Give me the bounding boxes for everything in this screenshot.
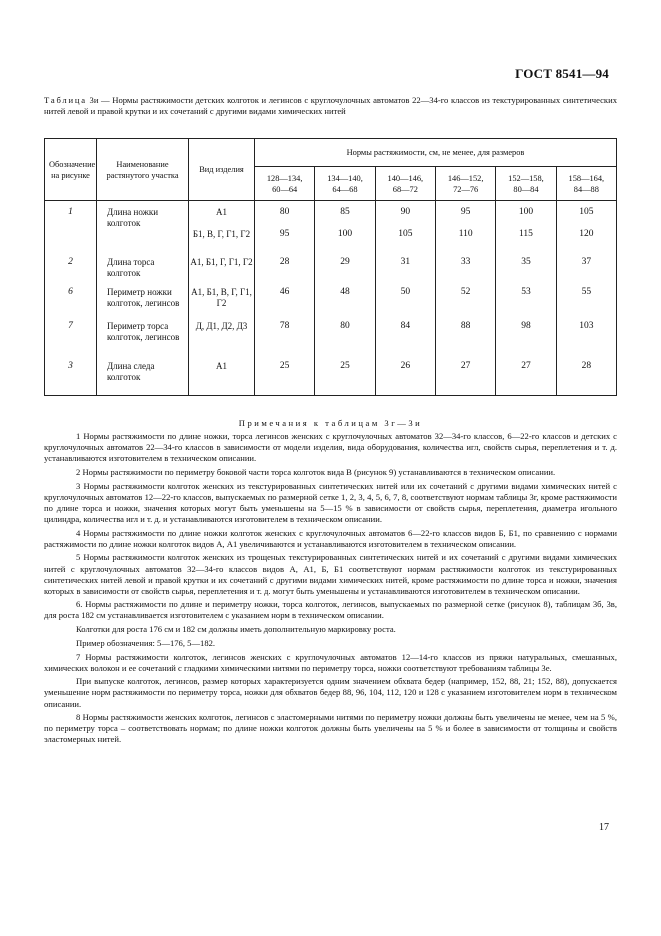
value-cell: 100 bbox=[315, 229, 375, 257]
value-cell: 110 bbox=[435, 229, 495, 257]
note-paragraph: 3 Нормы растяжимости колготок женских из текстурированных синтетических нитей или их сочетаний с другими видами химических нитей с круглочулочных автоматов 12—22-го классов, выпускаемых по размерной сетке 1, 2, 3, 4, 5, 6, 7, 8, соответствуют нормам таблицы 3г, кроме растяжимости по длине торса и ножки, значения которых могут быть уменьшены на 5—15 % в зависимости от свойств сырья, переплетения, диаметра игольного цилиндра, количества игл и т. д. и устанавливаются изготовителем в техническом описании. bbox=[44, 480, 617, 524]
value-cell: 80 bbox=[315, 321, 375, 361]
note-paragraph: 5 Нормы растяжимости колготок женских из трощеных текстурированных синтетических нитей и их сочетаний с другими видами химических нитей с круглочулочных автоматов 32—34-го классов видов А, А1, Б, Б1 соответствуют нормам растяжимости колготок из текстурированных синтетических нитей левой и правой крутки и их сочетаний с другими видами химических нитей, кроме растяжимости по длине торса и ножки, значения которых в зависимости от свойств сырья, переплетения и т. д. могут быть уменьшены и устанавливаются изготовителем в техническом описании. bbox=[44, 552, 617, 596]
value-cell: 88 bbox=[435, 321, 495, 361]
value-cell: 120 bbox=[556, 229, 616, 257]
table-row bbox=[45, 229, 617, 257]
note-paragraph: 1 Нормы растяжимости по длине ножки, торса легинсов женских с круглочулочных автоматов 32—34-го классов, 6—22-го классов и детских с круглочулочных автоматов 22—34-го классов в зависимости от модели изделия, вида оборудования, количества игл, свойств сырья, переплетения и т. д. устанавливаются изготовителем в техническом описании. bbox=[44, 431, 617, 464]
value-cell: 28 bbox=[556, 361, 616, 395]
value-cell: 35 bbox=[496, 257, 556, 287]
col-header-size bbox=[435, 167, 495, 201]
figure-cell: 6 bbox=[45, 287, 97, 321]
product-cell: А1 bbox=[189, 361, 255, 395]
value-cell: 55 bbox=[556, 287, 616, 321]
value-cell: 95 bbox=[255, 229, 315, 257]
part-cell: Длина следа колготок bbox=[97, 361, 189, 395]
value-cell: 95 bbox=[435, 201, 495, 230]
part-cell: Длина торса колготок bbox=[97, 257, 189, 287]
value-cell: 78 bbox=[255, 321, 315, 361]
note-paragraph: 4 Нормы растяжимости по длине ножки колготок женских с круглочулочных автоматов 6—22-го классов видов Б, Б1, по сравнению с нормами растяжимости по длине ножки колготок видов А, А1 увеличиваются и устанавливаются изготовителем в техническом описании. bbox=[44, 527, 617, 549]
table-row bbox=[45, 321, 617, 361]
standard-header: ГОСТ 8541—94 bbox=[515, 66, 609, 81]
value-cell: 85 bbox=[315, 201, 375, 230]
table-caption-label: Таблица bbox=[44, 95, 87, 105]
product-cell: А1, Б1, В, Г, Г1, Г2 bbox=[189, 287, 255, 321]
size-height-range: 146—152, bbox=[447, 173, 484, 183]
figure-cell: 2 bbox=[45, 257, 97, 287]
value-cell: 105 bbox=[556, 201, 616, 230]
col-header-size bbox=[315, 167, 375, 201]
value-cell: 33 bbox=[435, 257, 495, 287]
page-number: 17 bbox=[599, 822, 609, 833]
value-cell: 28 bbox=[255, 257, 315, 287]
value-cell: 37 bbox=[556, 257, 616, 287]
table-caption-text: 3и — Нормы растяжимости детских колготок и легинсов с круглочулочных автоматов 22—34-го классов из текстурированных синтетических нитей левой и правой крутки и их сочетаний с другими видами химических нитей bbox=[44, 95, 618, 117]
value-cell: 105 bbox=[375, 229, 435, 257]
size-hip-range: 68—72 bbox=[392, 184, 418, 194]
col-header-product: Вид изделия bbox=[189, 139, 255, 201]
table-caption bbox=[44, 95, 617, 117]
value-cell: 29 bbox=[315, 257, 375, 287]
table-row bbox=[45, 201, 617, 230]
value-cell: 80 bbox=[255, 201, 315, 230]
part-cell: Периметр торса колготок, легинсов bbox=[97, 321, 189, 361]
size-height-range: 134—140, bbox=[327, 173, 363, 183]
note-paragraph: 2 Нормы растяжимости по периметру боковой части торса колготок вида В (рисунок 9) устанавливаются в техническом описании. bbox=[76, 466, 556, 477]
value-cell: 90 bbox=[375, 201, 435, 230]
value-cell: 52 bbox=[435, 287, 495, 321]
value-cell: 98 bbox=[496, 321, 556, 361]
size-hip-range: 84—88 bbox=[573, 184, 599, 194]
col-header-size bbox=[556, 167, 616, 201]
size-height-range: 140—146, bbox=[387, 173, 424, 183]
value-cell: 27 bbox=[435, 361, 495, 395]
table-row bbox=[45, 287, 617, 321]
value-cell: 26 bbox=[375, 361, 435, 395]
value-cell: 25 bbox=[255, 361, 315, 395]
value-cell: 27 bbox=[496, 361, 556, 395]
table-row bbox=[45, 361, 617, 395]
value-cell: 53 bbox=[496, 287, 556, 321]
size-hip-range: 72—76 bbox=[453, 184, 479, 194]
value-cell: 115 bbox=[496, 229, 556, 257]
col-header-size bbox=[496, 167, 556, 201]
note-paragraph: Колготки для роста 176 см и 182 см должны иметь дополнительную маркировку роста. bbox=[76, 624, 396, 635]
col-header-figure: Обозначение на рисунке bbox=[45, 139, 97, 201]
product-cell: А1, Б1, Г, Г1, Г2 bbox=[189, 257, 255, 287]
note-paragraph: 7 Нормы растяжимости колготок, легинсов женских с круглочулочных автоматов 12—14-го классов из пряжи натуральных, смешанных, химических волокон и ее сочетаний с гладкими химическими нитями по периметру торса, ножки соответствуют требованиям таблицы 3е. bbox=[44, 651, 617, 673]
notes-section bbox=[44, 418, 617, 748]
value-cell: 103 bbox=[556, 321, 616, 361]
col-header-size bbox=[255, 167, 315, 201]
size-hip-range: 64—68 bbox=[332, 184, 358, 194]
notes-title: Примечания к таблицам 3г—3и bbox=[238, 418, 423, 428]
figure-cell: 1 bbox=[45, 201, 97, 230]
figure-cell: 7 bbox=[45, 321, 97, 361]
value-cell: 31 bbox=[375, 257, 435, 287]
product-cell: А1 bbox=[189, 201, 255, 230]
note-paragraph: При выпуске колготок, легинсов, размер которых характеризуется одним значением обхвата бедер (например, 152, 88, 21; 152, 88), допускается уменьшение норм растяжимости по периметру торса, ножки для обхватов бедер 88, 96, 104, 112, 120 и 128 с указанием изготовителем норм в техническом описании. bbox=[44, 676, 617, 709]
col-header-size bbox=[375, 167, 435, 201]
value-cell: 48 bbox=[315, 287, 375, 321]
col-header-norms: Нормы растяжимости, см, не менее, для размеров bbox=[255, 139, 617, 167]
part-cell bbox=[97, 229, 189, 257]
note-paragraph: 6. Нормы растяжимости по длине и периметру ножки, торса колготок, легинсов, выпускаемых по размерной сетке (рисунок 8), таблицам 3б, 3в, для роста 182 см устанавливается изготовителем с указанием норм в техническом описании. bbox=[44, 599, 617, 621]
table-row bbox=[45, 257, 617, 287]
product-cell: Б1, В, Г, Г1, Г2 bbox=[189, 229, 255, 257]
note-paragraph: 8 Нормы растяжимости женских колготок, легинсов с эластомерными нитями по периметру ножки должны быть увеличены не менее, чем на 5 %, по периметру торса – соответствовать нормам; по длине ножки колготок должны быть увеличены на 5 % и более в зависимости от толщины и свойств эластомерных нитей. bbox=[44, 712, 617, 745]
size-height-range: 152—158, bbox=[508, 173, 544, 183]
part-cell: Периметр ножки колготок, легинсов bbox=[97, 287, 189, 321]
value-cell: 50 bbox=[375, 287, 435, 321]
col-header-part: Наименование растянутого участка bbox=[97, 139, 189, 201]
size-height-range: 158—164, bbox=[568, 173, 605, 183]
value-cell: 46 bbox=[255, 287, 315, 321]
value-cell: 84 bbox=[375, 321, 435, 361]
product-cell: Д, Д1, Д2, Д3 bbox=[189, 321, 255, 361]
part-cell: Длина ножки колготок bbox=[97, 201, 189, 230]
size-hip-range: 60—64 bbox=[272, 184, 298, 194]
norms-table bbox=[44, 138, 617, 396]
value-cell: 100 bbox=[496, 201, 556, 230]
note-paragraph: Пример обозначения: 5—176, 5—182. bbox=[76, 637, 216, 648]
size-hip-range: 80—84 bbox=[513, 184, 539, 194]
figure-cell: 3 bbox=[45, 361, 97, 395]
figure-cell bbox=[45, 229, 97, 257]
value-cell: 25 bbox=[315, 361, 375, 395]
size-height-range: 128—134, bbox=[266, 173, 303, 183]
